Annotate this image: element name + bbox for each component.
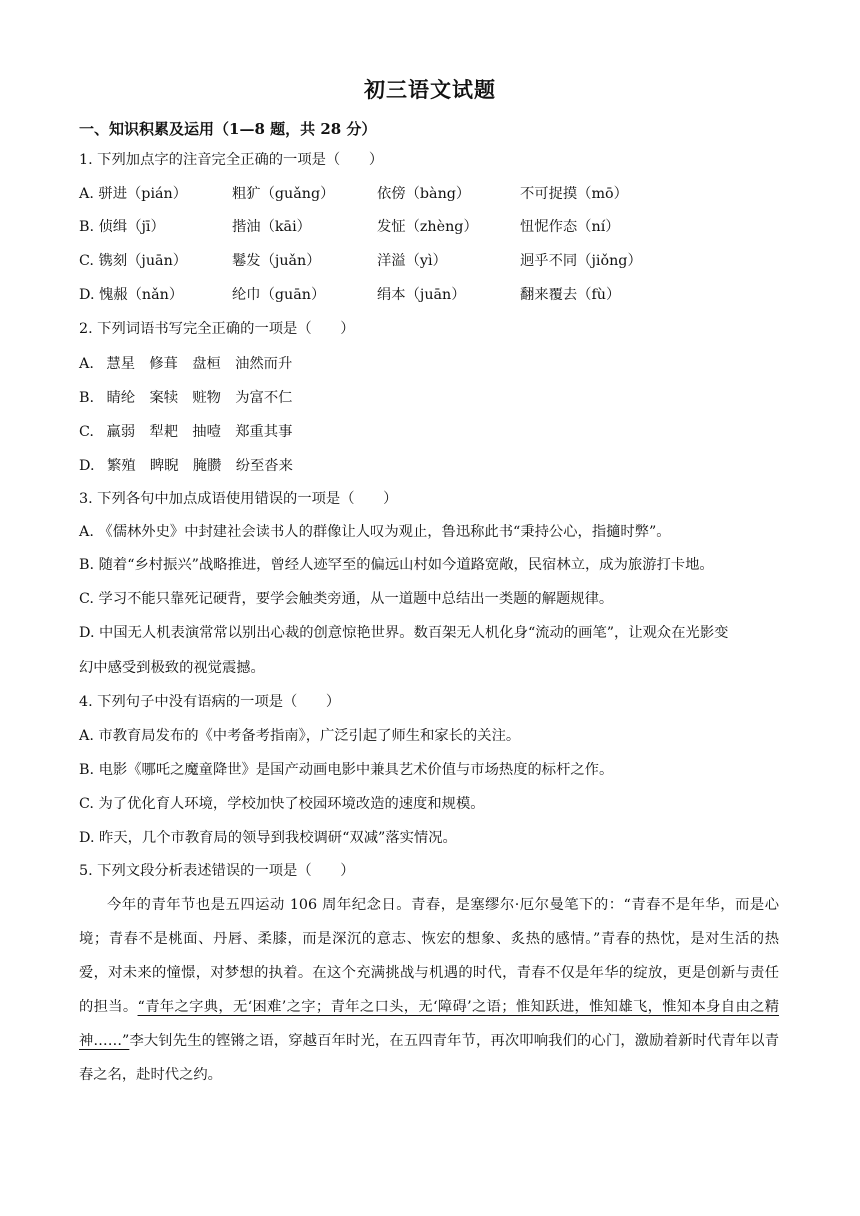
q2-option-c[interactable]: C. 羸弱 犁耙 抽噎 郑重其事 [79, 424, 293, 440]
q4-stem: 4. 下列句子中没有语病的一项是（ ） [79, 694, 341, 710]
q3-stem: 3. 下列各句中加点成语使用错误的一项是（ ） [79, 491, 398, 507]
q5-stem: 5. 下列文段分析表述错误的一项是（ ） [79, 863, 355, 879]
q5-passage-underlined-quote: “青年之字典，无‘困难’之字；青年之口头，无‘障碍’之语；惟知跃进，惟知雄飞，惟知本身自由之精神……” [79, 999, 780, 1049]
q3-option-d[interactable]: D. 中国无人机表演常常以别出心裁的创意惊艳世界。数百架无人机化身“流动的画笔”，让观众在光影变 [79, 625, 729, 641]
q5-passage [79, 888, 779, 1092]
page-title: 初三语文试题 [364, 77, 496, 102]
q4-option-a[interactable]: A. 市教育局发布的《中考备考指南》，广泛引起了师生和家长的关注。 [79, 728, 521, 744]
q5-passage-part2: 李大钊先生的铿锵之语，穿越百年时光，在五四青年节，再次叩响我们的心门，激励着新时代青年以青春之名，赴时代之约。 [79, 1033, 779, 1083]
q4-option-c[interactable]: C. 为了优化育人环境，学校加快了校园环境改造的速度和规模。 [79, 796, 485, 812]
q3-option-b[interactable]: B. 随着“乡村振兴”战略推进，曾经人迹罕至的偏远山村如今道路宽敞，民宿林立，成为旅游打卡地。 [79, 557, 714, 573]
exam-page: 初三语文试题 一、知识积累及运用（1—8 题，共 28 分） 1. 下列加点字的注音完全正确的一项是（ ） A. 骈进（pián） 粗犷（guǎng） 依傍（bàng） 不可捉摸（mō） B. 侦缉（jī） 揩油（kāi） 发怔（zhèng） 忸怩作态（ní） C. 镌刻（juān） 鬈发（juǎn） 洋溢（yì） 迥乎不同（jiǒng） D. 愧赧（nǎn） 纶巾（guān） 绢本（juān） 翻来覆去（fù） 2. 下列词语书写完全正确的一项是（ ） A. 慧星 修葺 盘桓 油然而升 B. 睛纶 案犊 赃物 为富不仁 C. 羸弱 犁耙 抽噎 郑重其事 D. 繁殖 睥睨 腌臜 纷至沓来 3. 下列各句中加点成语使用错误的一项是（ ） A. 《儒林外史》中封建社会读书人的群像让人叹为观止，鲁迅称此书“秉持公心，指擿时弊”。 B. 随着“乡村振兴”战略推进，曾经人迹罕至的偏远山村如今道路宽敞，民宿林立，成为旅游打卡地。 C. 学习不能只靠死记硬背，要学会触类旁通，从一道题中总结出一类题的解题规律。 D. 中国无人机表演常常以别出心裁的创意惊艳世界。数百架无人机化身“流动的画笔”，让观众在光影变 幻中感受到极致的视觉震撼。 4. 下列句子中没有语病的一项是（ ） A. 市教育局发布的《中考备考指南》，广泛引起了师生和家长的关注。 B. 电影《哪吒之魔童降世》是国产动画电影中兼具艺术价值与市场热度的标杆之作。 C. 为了优化育人环境，学校加快了校园环境改造的速度和规模。 D. 昨天，几个市教育局的领导到我校调研“双减”落实情况。 5. 下列文段分析表述错误的一项是（ ） 今年的青年节也是五四运动 106 周年纪念日。青春，是塞缪尔·厄尔曼笔下的：“青春不是年华，而是心境；青春不是桃面、丹唇、柔膝，而是深沉的意志、恢宏的想象、炙热的感情。”青春的热忱，是对生活的热爱，对未来的憧憬，对梦想的执着。在这个充满挑战与机遇的时代，青春不仅是年华的绽放，更是创新与责任的担当。“青年之字典，无‘困难’之字；青年之口头，无‘障碍’之语；惟知跃进，惟知雄飞，惟知本身自由之精神……”李大钊先生的铿锵之语，穿越百年时光，在五四青年节，再次叩响我们的心门，激励着新时代青年以青春之名，赴时代之约。 [0, 0, 860, 1216]
q4-option-b[interactable]: B. 电影《哪吒之魔童降世》是国产动画电影中兼具艺术价值与市场热度的标杆之作。 [79, 762, 614, 778]
q3-option-d-continued: 幻中感受到极致的视觉震撼。 [79, 660, 265, 676]
q2-option-b[interactable]: B. 睛纶 案犊 赃物 为富不仁 [79, 390, 293, 406]
q3-option-a[interactable]: A. 《儒林外史》中封建社会读书人的群像让人叹为观止，鲁迅称此书“秉持公心，指擿时弊”。 [79, 524, 671, 540]
q3-option-c[interactable]: C. 学习不能只靠死记硬背，要学会触类旁通，从一道题中总结出一类题的解题规律。 [79, 591, 614, 607]
q4-option-d[interactable]: D. 昨天，几个市教育局的领导到我校调研“双减”落实情况。 [79, 830, 457, 846]
section-heading: 一、知识积累及运用（1—8 题，共 28 分） [79, 120, 377, 138]
q2-option-a[interactable]: A. 慧星 修葺 盘桓 油然而升 [79, 356, 293, 372]
q2-stem: 2. 下列词语书写完全正确的一项是（ ） [79, 321, 355, 337]
q2-option-d[interactable]: D. 繁殖 睥睨 腌臜 纷至沓来 [79, 458, 293, 474]
q1-stem: 1. 下列加点字的注音完全正确的一项是（ ） [79, 152, 384, 168]
q5-passage-part1: 今年的青年节也是五四运动 106 周年纪念日。青春，是塞缪尔·厄尔曼笔下的：“青春不是年华，而是心境；青春不是桃面、丹唇、柔膝，而是深沉的意志、恢宏的想象、炙热的感情。”青春的热忱，是对生活的热爱，对未来的憧憬，对梦想的执着。在这个充满挑战与机遇的时代，青春不仅是年华的绽放，更是创新与责任的担当。 [79, 897, 779, 1015]
